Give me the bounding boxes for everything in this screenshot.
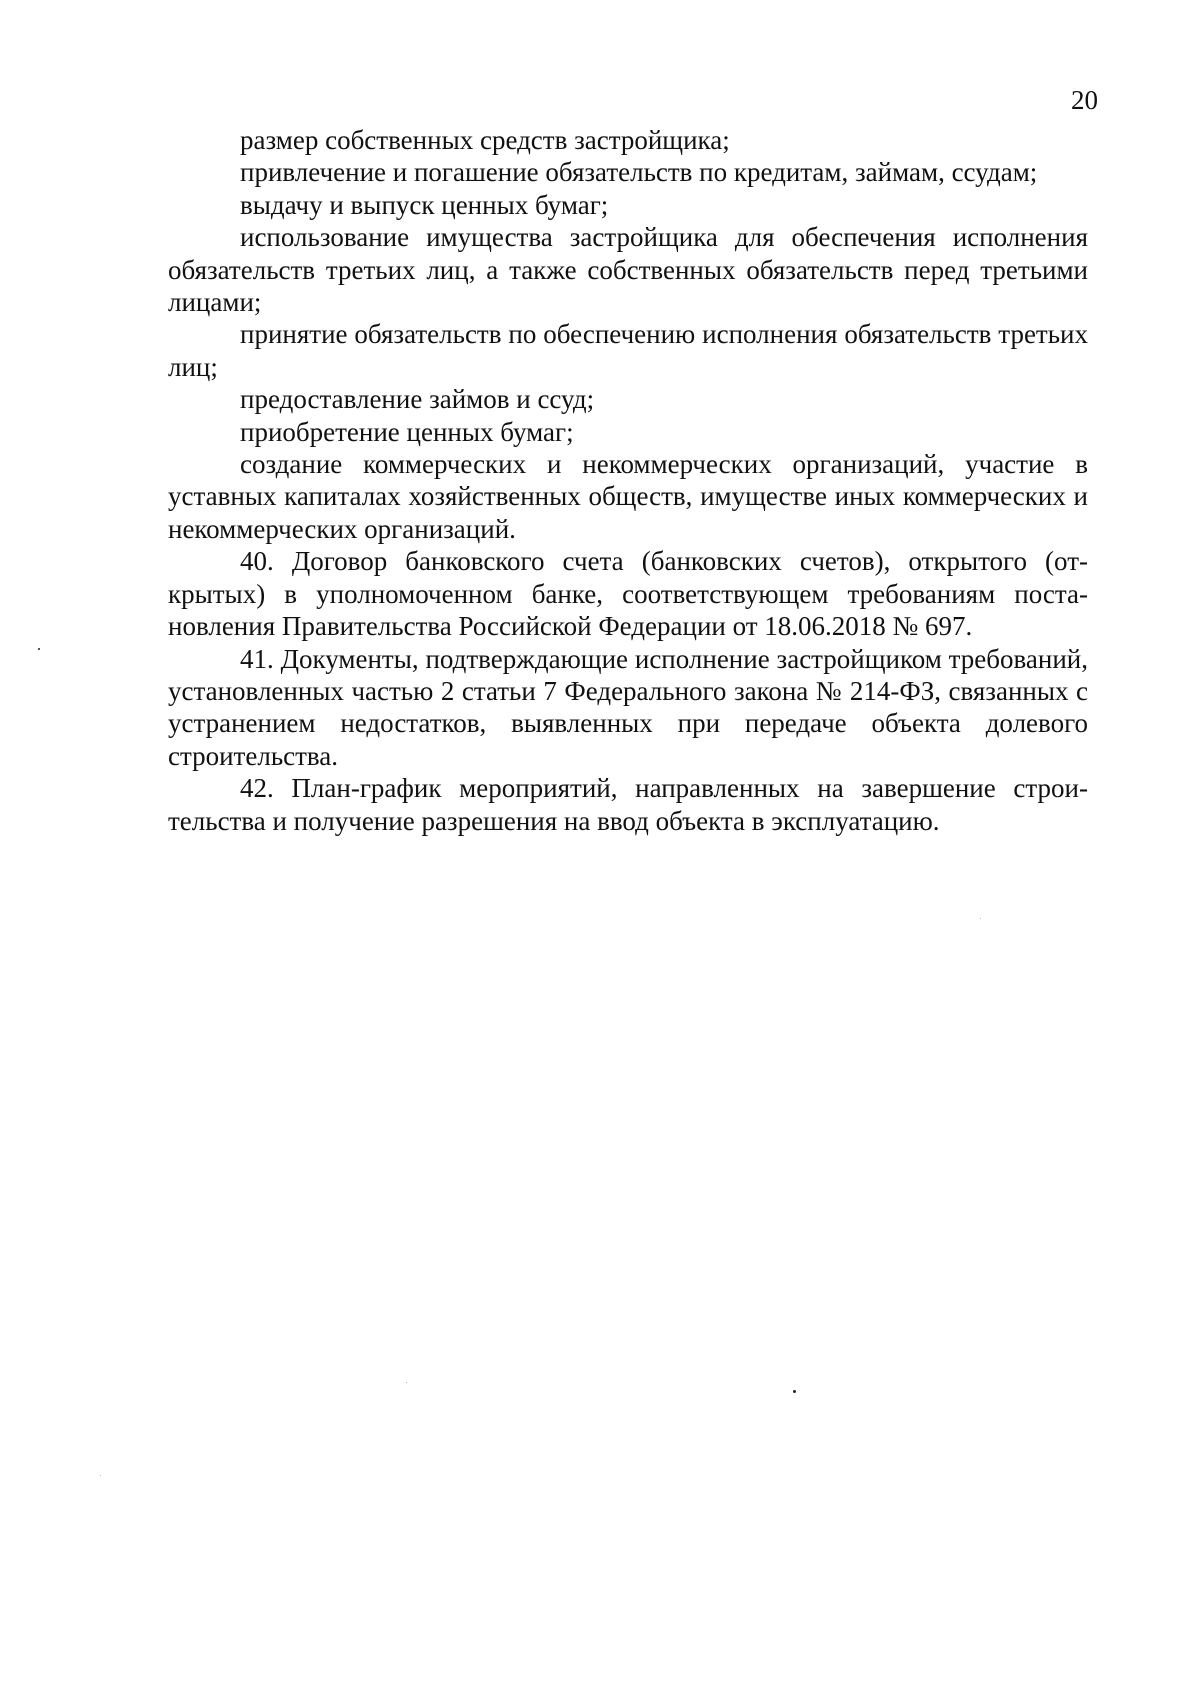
scan-speck <box>406 1382 407 1383</box>
page-number: 20 <box>1071 85 1098 115</box>
scan-speck <box>980 918 981 919</box>
clause-40: 40. Договор банковского счета (банковских счетов), открытого (открытых) в уполномоченном банке, соответствующем требованиям постановления Правительства Российской Федерации от 18.06.2018 № 697. <box>168 546 1088 642</box>
list-item-obligations: принятие обязательств по обеспечению исполнения обязательств третьих лиц; <box>168 319 1088 382</box>
clause-42: 42. План-график мероприятий, направленных на завершение строительства и получение разрешения на ввод объекта в эксплуатацию. <box>168 773 1088 836</box>
list-item-securities-issue: выдачу и выпуск ценных бумаг; <box>240 189 609 220</box>
list-item-property-use: использование имущества застройщика для обеспечения исполнения обязательств третьих лиц, а также собственных обязательств перед третьими лицами; <box>168 222 1088 318</box>
clause-41: 41. Документы, подтверждающие исполнение застройщиком требований, установленных частью 2 статьи 7 Федерального закона № 214-ФЗ, связанных с устранением недостатков, выявленных при передаче объекта долевого строительства. <box>168 643 1088 771</box>
document-body <box>168 124 1088 837</box>
list-item-loans: привлечение и погашение обязательств по кредитам, займам, ссудам; <box>240 157 1038 188</box>
list-item-own-funds: размер собственных средств застройщика; <box>240 125 730 155</box>
list-item-securities-acquisition: приобретение ценных бумаг; <box>240 416 574 447</box>
scan-speck <box>793 1390 796 1393</box>
list-item-lending: предоставление займов и ссуд; <box>240 384 595 415</box>
scan-speck <box>38 648 40 650</box>
scan-speck <box>100 1475 101 1476</box>
list-item-organizations: создание коммерческих и некоммерческих организаций, участие в уставных капиталах хозяйственных обществ, имуществе иных коммерческих и некоммерческих организаций. <box>168 449 1088 544</box>
